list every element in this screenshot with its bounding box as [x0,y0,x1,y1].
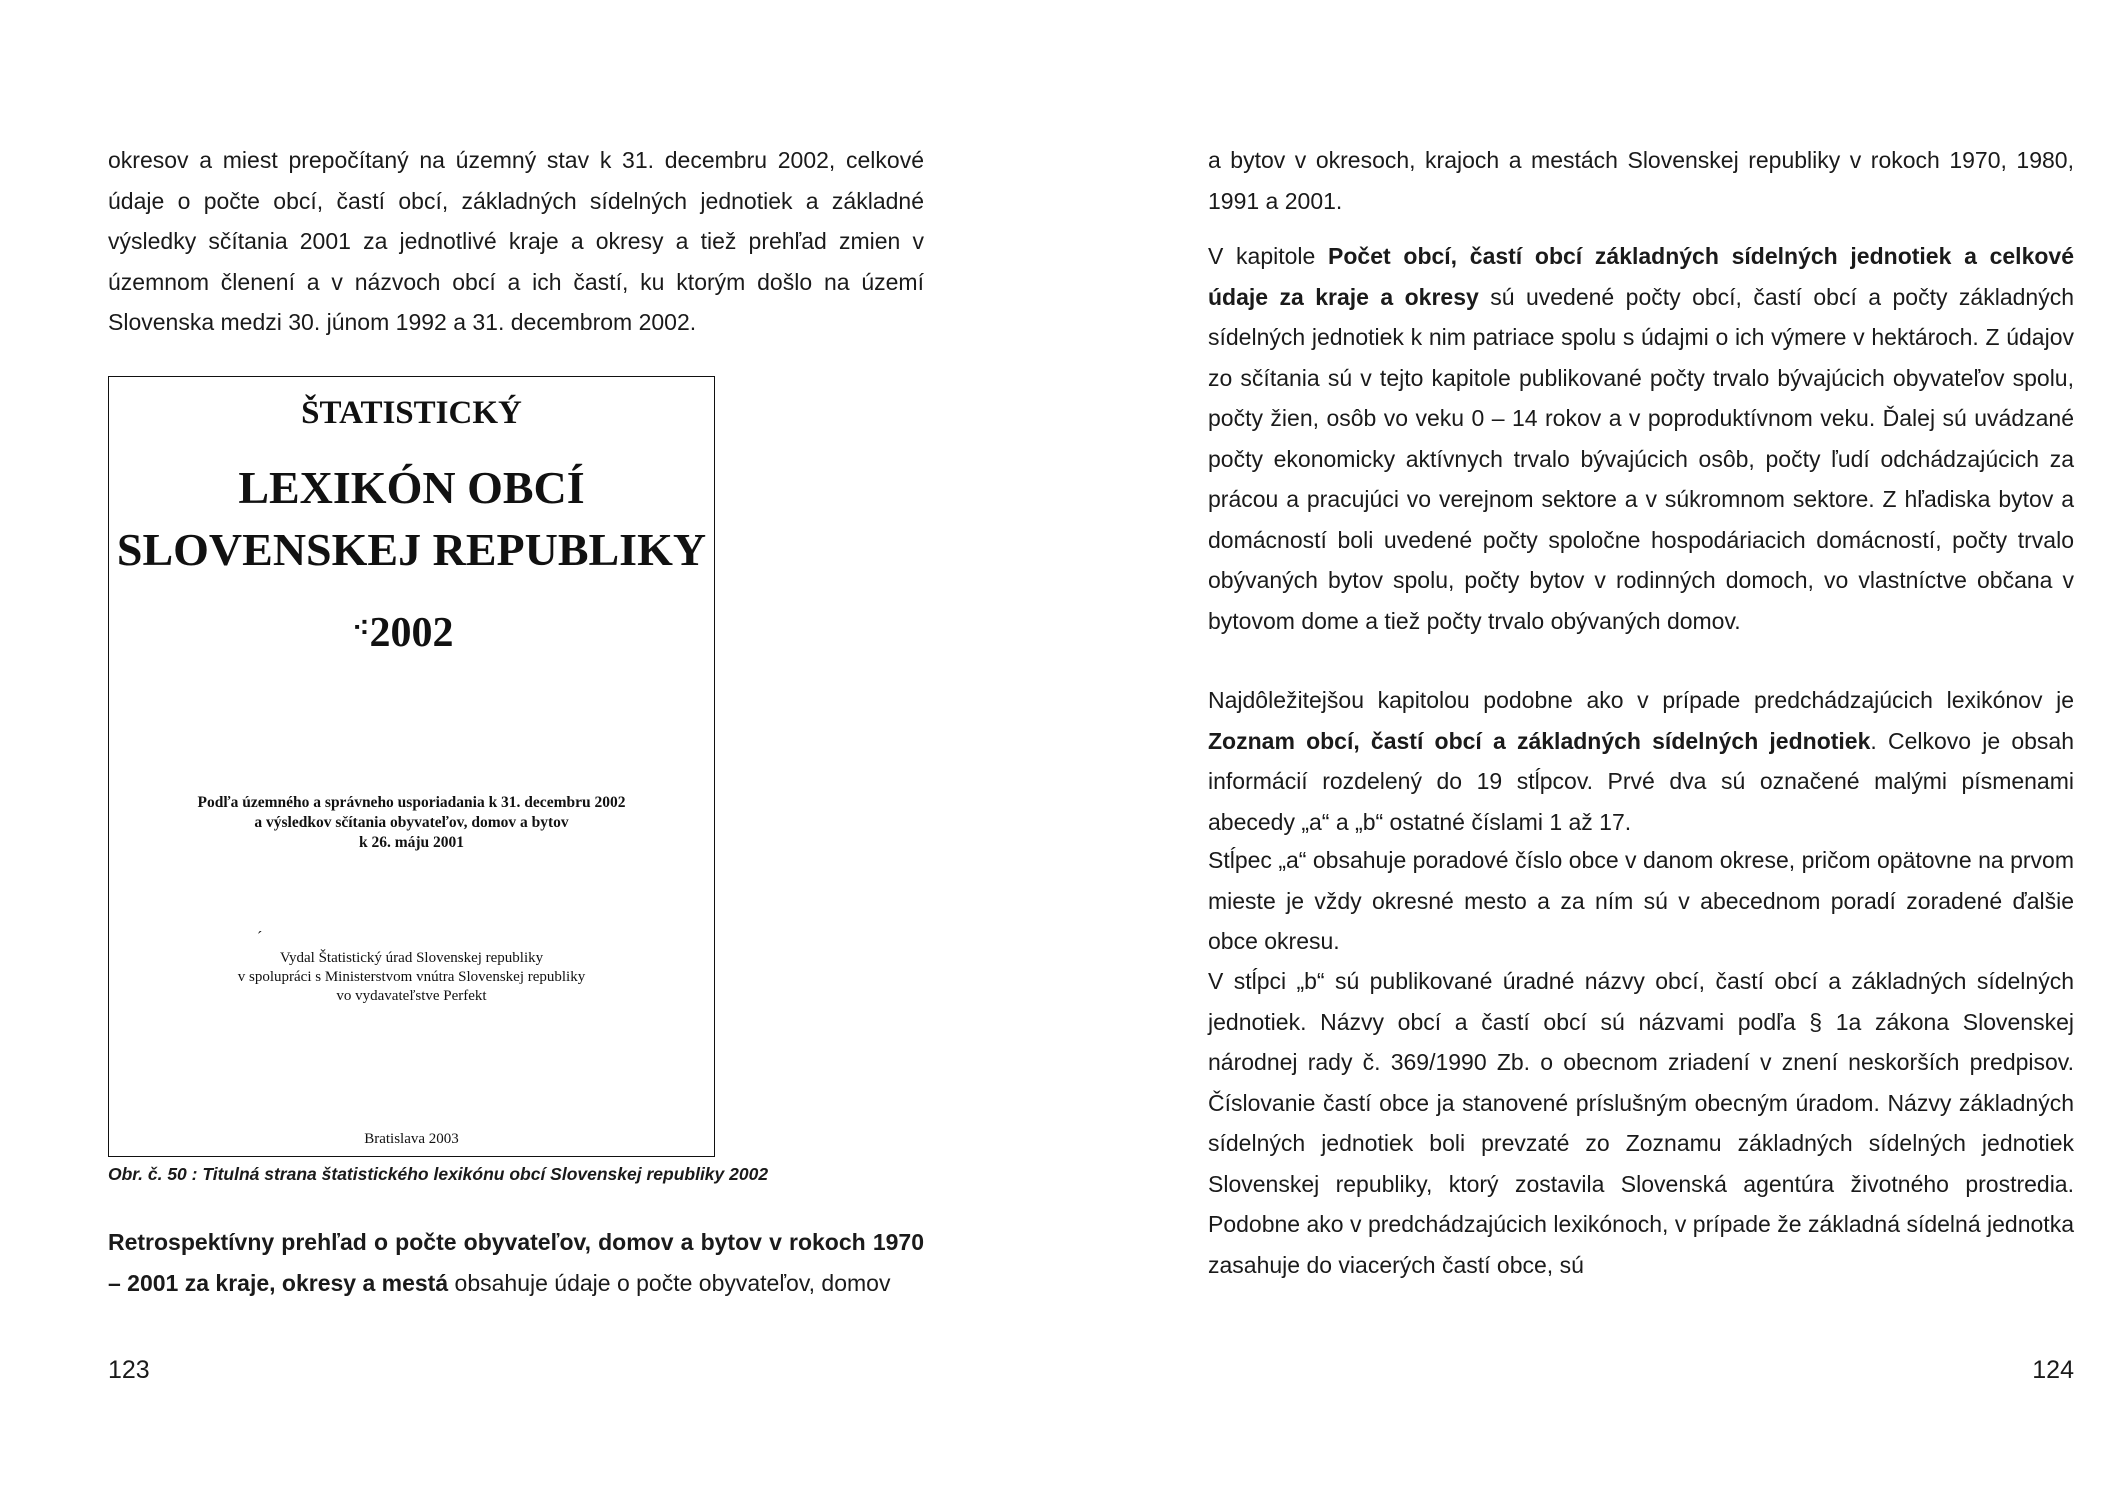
cover-title-line2: LEXIKÓN OBCÍ [238,462,585,513]
cover-subtitle-line: a výsledkov sčítania obyvateľov, domov a bytov [254,814,569,831]
right-page [1058,0,2116,1500]
column-a-paragraph: Stĺpec „a“ obsahuje poradové číslo obce v danom okrese, pričom opätovne na prvom mieste je vždy okresné mesto a za ním sú v abecednom poradí zoradené ďalšie obce okresu. [1208,847,2074,954]
page-number-left: 123 [108,1356,150,1384]
cover-publisher-line: v spolupráci s Ministerstvom vnútra Slovenskej republiky [237,969,586,985]
cover-year: 2002 [369,610,454,656]
cover-year-mark: ⁖ [352,612,370,645]
intro-paragraph: okresov a miest prepočítaný na územný stav k 31. decembru 2002, celkové údaje o počte obcí, častí obcí, základných sídelných jednotiek a základné výsledky sčítania 2001 za jednotlivé kraje a okresy a tiež prehľad zmien v územnom členení a v názvoch obcí a ich častí, ku ktorým došlo na území Slovenska medzi 30. júnom 1992 a 31. decembrom 2002. [108,147,924,335]
chapter-count-lead: V kapitole [1208,243,1329,269]
cover-subtitle-line: Podľa územného a správneho usporiadania k 31. decembru 2002 [197,794,626,811]
cover-publisher-mark: ˊ [257,929,263,946]
chapter-count-paragraph [1208,236,2074,641]
cover-subtitle-line: k 26. máju 2001 [358,834,465,851]
cover-title-line3: SLOVENSKEJ REPUBLIKY [116,524,707,575]
cover-publisher-line: vo vydavateľstve Perfekt [336,988,487,1004]
chapter-list-lead: Najdôležitejšou kapitolou podobne ako v prípade predchádzajúcich lexikónov je [1208,687,2074,713]
column-b-paragraph: V stĺpci „b“ sú publikované úradné názvy obcí, častí obcí a základných sídelných jednotiek. Názvy obcí a častí obcí sú názvami podľa § 1a zákona Slovenskej národnej rady č. 369/1990 Zb. o obecnom zriadení v znení neskorších predpisov. Číslovanie častí obce ja stanovené príslušným obecným úradom. Názvy základných sídelných jednotiek boli prevzaté zo Zoznamu základných sídelných jednotiek Slovenskej republiky, ktorý zostavila Slovenská agentúra životného prostredia. Podobne ako v predchádzajúcich lexikónoch, v prípade že základná sídelná jednotka zasahuje do viacerých častí obce, sú [1208,968,2074,1278]
chapter-count-title: Počet obcí, častí obcí základných sídelných jednotiek a celkové údaje za kraje a okresy [1208,243,2074,310]
cover-publisher-line: Vydal Štatistický úrad Slovenskej republiky [279,950,544,966]
cover-title-line1: ŠTATISTICKÝ [301,395,522,431]
chapter-list-title: Zoznam obcí, častí obcí a základných sídelných jednotiek [1208,727,1871,754]
retrospective-heading: Retrospektívny prehľad o počte obyvateľov, domov a bytov v rokoch 1970 – 2001 za kraje, okresy a mestá [108,1229,924,1296]
book-cover-image [108,376,715,1157]
chapter-count-text: sú uvedené počty obcí, častí obcí a počty základných sídelných jednotiek k nim patriace spolu s údajmi o ich výmere v hektároch. Z údajov zo sčítania sú v tejto kapitole publikované počty trvalo bývajúcich obyvateľov spolu, počty žien, osôb vo veku 0 – 14 rokov a v poproduktívnom veku. Ďalej sú uvádzané počty ekonomicky aktívnych trvalo bývajúcich osôb, počty ľudí odchádzajúcich za prácou a pracujúci vo verejnom sektore a v súkromnom sektore. Z hľadiska bytov a domácností boli uvedené počty spoločne hospodáriacich domácností, počty trvalo obývaných bytov spolu, počty bytov v rodinných domoch, vo vlastníctve občana v bytovom dome a tiež počty trvalo obývaných domov. [1208,283,2074,634]
chapter-list-paragraph [1208,680,2074,842]
retrospective-text: obsahuje údaje o počte obyvateľov, domov [448,1269,891,1296]
figure-caption: Obr. č. 50 : Titulná strana štatistického lexikónu obcí Slovenskej republiky 2002 [108,1164,769,1184]
retrospective-paragraph [108,1222,924,1303]
cover-city: Bratislava 2003 [364,1131,459,1147]
page-number-right: 124 [2032,1356,2074,1384]
continuation-paragraph: a bytov v okresoch, krajoch a mestách Slovenskej republiky v rokoch 1970, 1980, 1991 a 2001. [1208,147,2074,214]
chapter-list-text: . Celkovo je obsah informácií rozdelený do 19 stĺpcov. Prvé dva sú označené malými písmenami abecedy „a“ a „b“ ostatné číslami 1 až 17. [1208,727,2074,835]
